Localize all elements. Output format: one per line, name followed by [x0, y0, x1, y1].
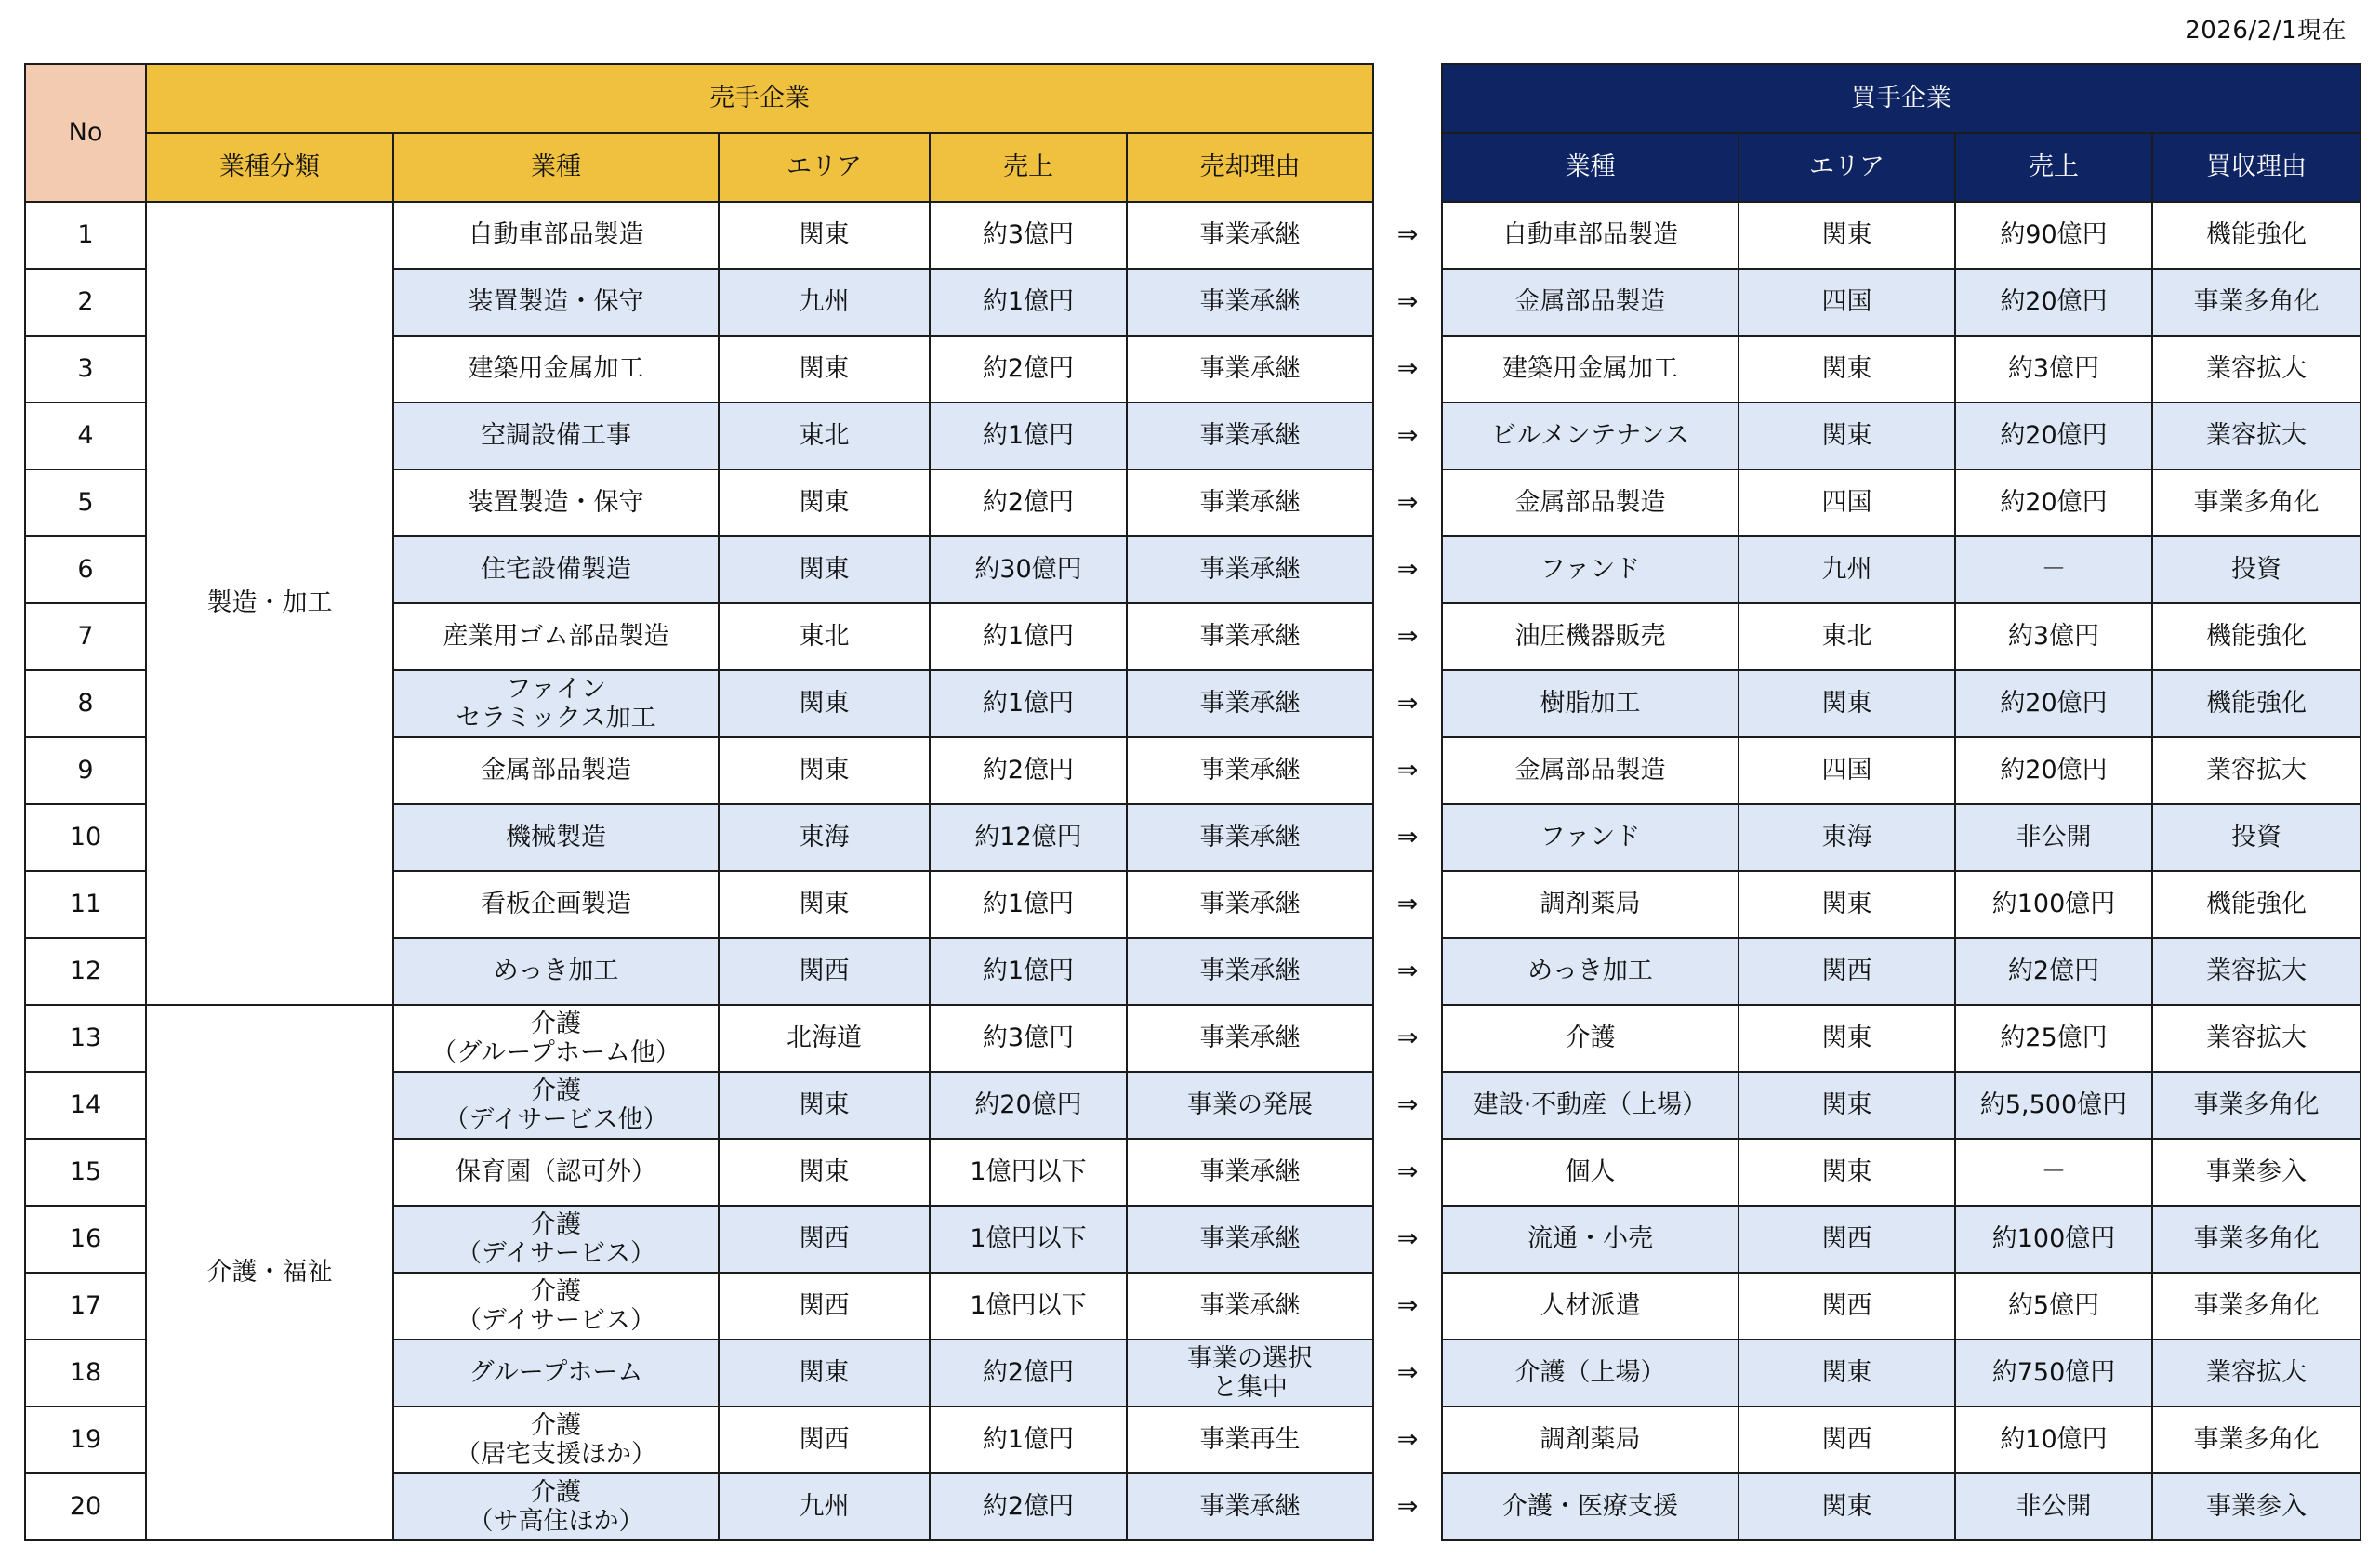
seller-industry: [393, 670, 719, 737]
buyer-area: 四国: [1739, 737, 1955, 804]
seller-area: 関東: [719, 202, 930, 269]
arrow-icon: ⇒: [1373, 871, 1442, 938]
seller-col-category: 業種分類: [146, 133, 393, 202]
row-no: 8: [25, 670, 146, 737]
buyer-area: 関東: [1739, 1005, 1955, 1072]
seller-industry: [393, 871, 719, 938]
seller-area: 九州: [719, 1473, 930, 1540]
seller-reason-line: 事業承継: [1199, 823, 1301, 852]
buyer-sales: 約100億円: [1955, 1206, 2152, 1273]
seller-industry-line: 自動車部品製造: [468, 220, 644, 250]
seller-area: 東北: [719, 603, 930, 670]
seller-industry: [393, 469, 719, 536]
seller-industry: [393, 1139, 719, 1206]
seller-industry-line: 機械製造: [506, 823, 606, 852]
arrow-icon: ⇒: [1373, 1273, 1442, 1340]
seller-reason-line: 事業の選択: [1187, 1343, 1313, 1373]
seller-industry: [393, 1473, 719, 1540]
seller-col-industry: 業種: [393, 133, 719, 202]
seller-reason: [1127, 670, 1373, 737]
buyer-industry: 樹脂加工: [1442, 670, 1739, 737]
seller-industry-line: 介護: [531, 1276, 581, 1306]
seller-area: 関東: [719, 536, 930, 603]
seller-industry-line: ファイン: [506, 674, 606, 704]
buyer-reason: 業容拡大: [2152, 938, 2360, 1005]
arrow-icon: ⇒: [1373, 1072, 1442, 1139]
buyer-sales: 約10億円: [1955, 1406, 2152, 1473]
seller-area: 北海道: [719, 1005, 930, 1072]
seller-reason: [1127, 336, 1373, 403]
buyer-reason: 事業多角化: [2152, 1406, 2360, 1473]
seller-industry-line: （サ高住ほか）: [468, 1507, 644, 1536]
seller-industry: [393, 336, 719, 403]
row-no: 18: [25, 1340, 146, 1406]
seller-area: 関西: [719, 1273, 930, 1340]
seller-sales: 約1億円: [930, 269, 1127, 336]
arrow-icon: ⇒: [1373, 536, 1442, 603]
seller-reason: [1127, 1473, 1373, 1540]
arrow-column-header: [1373, 64, 1442, 202]
seller-reason: [1127, 403, 1373, 469]
seller-sales: 約2億円: [930, 1473, 1127, 1540]
buyer-industry: ファンド: [1442, 536, 1739, 603]
row-no: 12: [25, 938, 146, 1005]
seller-col-sales: 売上: [930, 133, 1127, 202]
buyer-area: 関東: [1739, 1072, 1955, 1139]
seller-area: 関東: [719, 871, 930, 938]
buyer-area: 関西: [1739, 1206, 1955, 1273]
row-no: 19: [25, 1406, 146, 1473]
row-no: 17: [25, 1273, 146, 1340]
ma-deals-table: [24, 63, 2361, 1541]
seller-sales: 約2億円: [930, 1340, 1127, 1406]
arrow-icon: ⇒: [1373, 269, 1442, 336]
row-no: 2: [25, 269, 146, 336]
seller-industry: [393, 737, 719, 804]
buyer-area: 関西: [1739, 1273, 1955, 1340]
seller-reason-line: と集中: [1212, 1373, 1288, 1402]
seller-industry-line: グループホーム: [469, 1358, 643, 1388]
seller-sales: 約30億円: [930, 536, 1127, 603]
seller-sales: 1億円以下: [930, 1206, 1127, 1273]
buyer-reason: 機能強化: [2152, 871, 2360, 938]
buyer-area: 四国: [1739, 469, 1955, 536]
buyer-industry: 流通・小売: [1442, 1206, 1739, 1273]
seller-industry: [393, 536, 719, 603]
buyer-industry: 介護: [1442, 1005, 1739, 1072]
seller-industry-line: 介護: [531, 1209, 581, 1239]
seller-industry: [393, 938, 719, 1005]
seller-industry-line: （デイサービス）: [456, 1306, 656, 1335]
buyer-sales: 約5億円: [1955, 1273, 2152, 1340]
buyer-reason: 業容拡大: [2152, 1340, 2360, 1406]
seller-industry: [393, 269, 719, 336]
buyer-industry: 調剤薬局: [1442, 1406, 1739, 1473]
seller-area: 関東: [719, 1139, 930, 1206]
seller-reason: [1127, 202, 1373, 269]
buyer-area: 関東: [1739, 336, 1955, 403]
row-no: 15: [25, 1139, 146, 1206]
row-no: 5: [25, 469, 146, 536]
buyer-sales: 約25億円: [1955, 1005, 2152, 1072]
arrow-icon: ⇒: [1373, 1005, 1442, 1072]
buyer-area: 関東: [1739, 871, 1955, 938]
seller-area: 関東: [719, 336, 930, 403]
buyer-sales: 約20億円: [1955, 670, 2152, 737]
seller-sales: 約1億円: [930, 938, 1127, 1005]
arrow-icon: ⇒: [1373, 202, 1442, 269]
arrow-icon: ⇒: [1373, 403, 1442, 469]
buyer-sales: 約3億円: [1955, 603, 2152, 670]
seller-reason: [1127, 469, 1373, 536]
buyer-area: 関西: [1739, 938, 1955, 1005]
arrow-icon: ⇒: [1373, 938, 1442, 1005]
buyer-reason: 事業参入: [2152, 1139, 2360, 1206]
seller-industry: [393, 403, 719, 469]
seller-reason-line: 事業承継: [1199, 421, 1301, 451]
seller-area: 関西: [719, 1206, 930, 1273]
row-no: 9: [25, 737, 146, 804]
buyer-industry: 建設·不動産（上場）: [1442, 1072, 1739, 1139]
seller-reason-line: 事業承継: [1199, 957, 1301, 986]
seller-industry: [393, 1005, 719, 1072]
seller-reason-line: 事業承継: [1199, 756, 1301, 786]
row-no: 7: [25, 603, 146, 670]
seller-industry-line: 金属部品製造: [481, 756, 631, 786]
buyer-area: 関東: [1739, 1473, 1955, 1540]
buyer-industry: ビルメンテナンス: [1442, 403, 1739, 469]
buyer-reason: 事業多角化: [2152, 469, 2360, 536]
seller-sales: 1億円以下: [930, 1273, 1127, 1340]
row-no: 16: [25, 1206, 146, 1273]
seller-industry-line: 介護: [531, 1410, 581, 1440]
buyer-col-reason: 買収理由: [2152, 133, 2360, 202]
seller-group-header: 売手企業: [146, 64, 1373, 133]
seller-area: 東北: [719, 403, 930, 469]
buyer-reason: 投資: [2152, 536, 2360, 603]
seller-col-reason: 売却理由: [1127, 133, 1373, 202]
arrow-icon: ⇒: [1373, 1473, 1442, 1540]
seller-sales: 約1億円: [930, 403, 1127, 469]
seller-industry-line: 建築用金属加工: [468, 354, 644, 384]
seller-industry-line: 保育園（認可外）: [456, 1157, 656, 1187]
seller-sales: 約1億円: [930, 1406, 1127, 1473]
seller-industry-line: （デイサービス）: [456, 1239, 656, 1268]
row-no: 4: [25, 403, 146, 469]
seller-industry-line: （グループホーム他）: [431, 1038, 681, 1067]
buyer-reason: 事業多角化: [2152, 1206, 2360, 1273]
buyer-area: 関東: [1739, 670, 1955, 737]
buyer-industry: 建築用金属加工: [1442, 336, 1739, 403]
seller-area: 九州: [719, 269, 930, 336]
buyer-col-area: エリア: [1739, 133, 1955, 202]
category-cell: 製造・加工: [146, 202, 393, 1005]
seller-reason-line: 事業承継: [1199, 287, 1301, 317]
seller-col-area: エリア: [719, 133, 930, 202]
seller-area: 東海: [719, 804, 930, 871]
buyer-reason: 業容拡大: [2152, 1005, 2360, 1072]
buyer-area: 東北: [1739, 603, 1955, 670]
seller-reason-line: 事業承継: [1199, 1224, 1301, 1254]
row-no: 1: [25, 202, 146, 269]
buyer-reason: 機能強化: [2152, 670, 2360, 737]
arrow-icon: ⇒: [1373, 670, 1442, 737]
seller-industry-line: めっき加工: [493, 957, 619, 986]
seller-reason: [1127, 1072, 1373, 1139]
seller-reason-line: 事業の発展: [1187, 1090, 1313, 1120]
buyer-reason: 投資: [2152, 804, 2360, 871]
seller-sales: 1億円以下: [930, 1139, 1127, 1206]
buyer-area: 関東: [1739, 202, 1955, 269]
seller-reason: [1127, 1206, 1373, 1273]
buyer-reason: 事業多角化: [2152, 269, 2360, 336]
row-no: 14: [25, 1072, 146, 1139]
buyer-sales: 非公開: [1955, 1473, 2152, 1540]
buyer-area: 東海: [1739, 804, 1955, 871]
row-no: 13: [25, 1005, 146, 1072]
buyer-industry: 介護（上場）: [1442, 1340, 1739, 1406]
buyer-reason: 業容拡大: [2152, 737, 2360, 804]
buyer-reason: 機能強化: [2152, 603, 2360, 670]
seller-reason: [1127, 1139, 1373, 1206]
arrow-icon: ⇒: [1373, 737, 1442, 804]
seller-reason-line: 事業再生: [1199, 1425, 1301, 1455]
seller-industry: [393, 1273, 719, 1340]
arrow-icon: ⇒: [1373, 1340, 1442, 1406]
seller-reason: [1127, 269, 1373, 336]
seller-area: 関東: [719, 1340, 930, 1406]
seller-reason: [1127, 871, 1373, 938]
seller-area: 関西: [719, 938, 930, 1005]
buyer-sales: 約90億円: [1955, 202, 2152, 269]
buyer-area: 四国: [1739, 269, 1955, 336]
seller-reason: [1127, 737, 1373, 804]
seller-industry-line: 看板企画製造: [481, 890, 631, 919]
seller-sales: 約20億円: [930, 1072, 1127, 1139]
seller-industry-line: （居宅支援ほか）: [456, 1440, 656, 1469]
buyer-area: 九州: [1739, 536, 1955, 603]
buyer-reason: 業容拡大: [2152, 403, 2360, 469]
buyer-industry: 油圧機器販売: [1442, 603, 1739, 670]
buyer-sales: 約2億円: [1955, 938, 2152, 1005]
row-no: 3: [25, 336, 146, 403]
seller-reason-line: 事業承継: [1199, 1291, 1301, 1321]
seller-industry: [393, 1340, 719, 1406]
seller-area: 関東: [719, 1072, 930, 1139]
seller-reason: [1127, 1406, 1373, 1473]
seller-sales: 約1億円: [930, 603, 1127, 670]
buyer-sales: －: [1955, 1139, 2152, 1206]
seller-industry: [393, 804, 719, 871]
seller-reason-line: 事業承継: [1199, 890, 1301, 919]
seller-reason: [1127, 1340, 1373, 1406]
buyer-industry: 金属部品製造: [1442, 737, 1739, 804]
seller-reason-line: 事業承継: [1199, 1492, 1301, 1522]
buyer-industry: 調剤薬局: [1442, 871, 1739, 938]
buyer-sales: 約3億円: [1955, 336, 2152, 403]
buyer-sales: 非公開: [1955, 804, 2152, 871]
row-no: 6: [25, 536, 146, 603]
seller-area: 関東: [719, 737, 930, 804]
category-cell: 介護・福祉: [146, 1005, 393, 1540]
arrow-icon: ⇒: [1373, 1406, 1442, 1473]
table-row: [25, 1005, 2360, 1072]
seller-reason-line: 事業承継: [1199, 555, 1301, 585]
seller-reason-line: 事業承継: [1199, 689, 1301, 719]
buyer-sales: 約20億円: [1955, 269, 2152, 336]
seller-sales: 約3億円: [930, 202, 1127, 269]
seller-industry-line: 産業用ゴム部品製造: [443, 622, 669, 652]
arrow-icon: ⇒: [1373, 603, 1442, 670]
seller-reason: [1127, 536, 1373, 603]
seller-industry-line: 装置製造・保守: [468, 488, 644, 518]
buyer-industry: 金属部品製造: [1442, 469, 1739, 536]
buyer-area: 関東: [1739, 1139, 1955, 1206]
seller-reason-line: 事業承継: [1199, 622, 1301, 652]
seller-sales: 約1億円: [930, 670, 1127, 737]
seller-industry: [393, 1206, 719, 1273]
arrow-icon: ⇒: [1373, 336, 1442, 403]
seller-reason-line: 事業承継: [1199, 1157, 1301, 1187]
seller-reason: [1127, 938, 1373, 1005]
as-of-date: 2026/2/1現在: [2185, 17, 2347, 45]
buyer-industry: 金属部品製造: [1442, 269, 1739, 336]
arrow-icon: ⇒: [1373, 1139, 1442, 1206]
buyer-sales: 約5,500億円: [1955, 1072, 2152, 1139]
buyer-sales: 約20億円: [1955, 737, 2152, 804]
buyer-reason: 事業多角化: [2152, 1273, 2360, 1340]
buyer-industry: めっき加工: [1442, 938, 1739, 1005]
buyer-reason: 機能強化: [2152, 202, 2360, 269]
seller-industry: [393, 202, 719, 269]
no-header: No: [25, 64, 146, 202]
seller-sales: 約2億円: [930, 737, 1127, 804]
seller-sales: 約3億円: [930, 1005, 1127, 1072]
seller-industry-line: 介護: [531, 1477, 581, 1507]
table-row: [25, 202, 2360, 269]
buyer-col-sales: 売上: [1955, 133, 2152, 202]
arrow-icon: ⇒: [1373, 469, 1442, 536]
buyer-group-header: 買手企業: [1442, 64, 2360, 133]
buyer-reason: 業容拡大: [2152, 336, 2360, 403]
buyer-reason: 事業多角化: [2152, 1072, 2360, 1139]
buyer-sales: 約750億円: [1955, 1340, 2152, 1406]
seller-reason: [1127, 1273, 1373, 1340]
seller-reason-line: 事業承継: [1199, 488, 1301, 518]
buyer-industry: 介護・医療支援: [1442, 1473, 1739, 1540]
seller-sales: 約2億円: [930, 469, 1127, 536]
seller-reason: [1127, 804, 1373, 871]
seller-reason-line: 事業承継: [1199, 220, 1301, 250]
seller-sales: 約2億円: [930, 336, 1127, 403]
buyer-area: 関東: [1739, 1340, 1955, 1406]
seller-industry-line: 空調設備工事: [481, 421, 631, 451]
buyer-industry: 個人: [1442, 1139, 1739, 1206]
seller-area: 関東: [719, 670, 930, 737]
buyer-reason: 事業参入: [2152, 1473, 2360, 1540]
table-body: [25, 202, 2360, 1540]
buyer-sales: 約20億円: [1955, 403, 2152, 469]
seller-reason-line: 事業承継: [1199, 354, 1301, 384]
buyer-industry: 自動車部品製造: [1442, 202, 1739, 269]
seller-industry-line: （デイサービス他）: [443, 1105, 668, 1134]
buyer-col-industry: 業種: [1442, 133, 1739, 202]
row-no: 20: [25, 1473, 146, 1540]
seller-reason-line: 事業承継: [1199, 1023, 1301, 1053]
seller-industry: [393, 1072, 719, 1139]
seller-industry-line: 介護: [531, 1076, 581, 1105]
row-no: 11: [25, 871, 146, 938]
seller-industry-line: セラミックス加工: [456, 704, 656, 733]
seller-sales: 約1億円: [930, 871, 1127, 938]
arrow-icon: ⇒: [1373, 804, 1442, 871]
seller-industry-line: 住宅設備製造: [481, 555, 631, 585]
seller-sales: 約12億円: [930, 804, 1127, 871]
seller-reason: [1127, 603, 1373, 670]
seller-industry: [393, 603, 719, 670]
seller-industry-line: 装置製造・保守: [468, 287, 644, 317]
seller-area: 関西: [719, 1406, 930, 1473]
seller-reason: [1127, 1005, 1373, 1072]
buyer-industry: 人材派遣: [1442, 1273, 1739, 1340]
buyer-sales: 約20億円: [1955, 469, 2152, 536]
seller-area: 関東: [719, 469, 930, 536]
buyer-sales: －: [1955, 536, 2152, 603]
buyer-area: 関東: [1739, 403, 1955, 469]
seller-industry-line: 介護: [531, 1009, 581, 1038]
seller-industry: [393, 1406, 719, 1473]
buyer-industry: ファンド: [1442, 804, 1739, 871]
buyer-sales: 約100億円: [1955, 871, 2152, 938]
buyer-area: 関西: [1739, 1406, 1955, 1473]
row-no: 10: [25, 804, 146, 871]
arrow-icon: ⇒: [1373, 1206, 1442, 1273]
